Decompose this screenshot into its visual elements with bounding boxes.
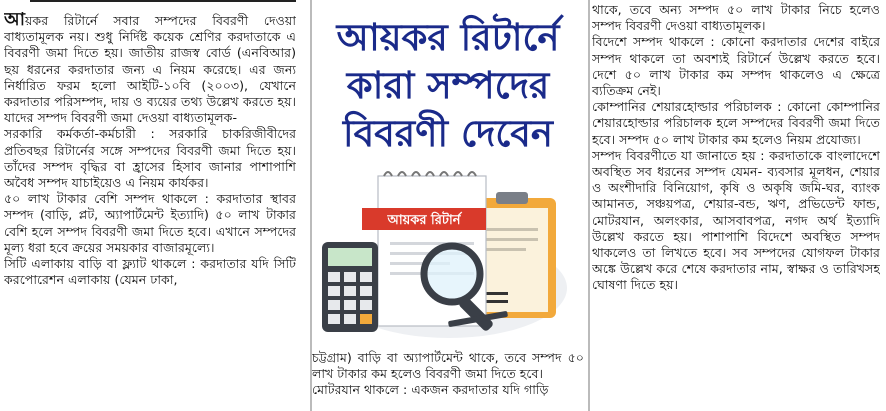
left-column bbox=[4, 12, 296, 288]
card-label: আয়কর রিটার্ন bbox=[387, 213, 461, 228]
shareholder-paragraph: কোম্পানির শেয়ারহোল্ডার পরিচালক : কোনো কোম্পানির শেয়ারহোল্ডার পরিচালক হলে সম্পদের বিবরণী জমা দিতে হবে। সম্পদ ৫০ লাখ টাকার কম হলেও নিয়ম প্রযোজ্য। bbox=[592, 99, 880, 147]
tax-return-illustration bbox=[318, 168, 580, 344]
above-50-lakh-paragraph: ৫০ লাখ টাকার বেশি সম্পদ থাকলে : করদাতার স্থাবর সম্পদ (বাড়ি, প্লট, অ্যাপার্টমেন্ট ইত্যাদি) ৫০ লাখ টাকার বেশি হলে সম্পদ বিবরণী জমা দিতে হবে। এখানে সম্পদের মূল্য ধরা হবে ক্রয়ের সময়কার বাজারমূল্যে। bbox=[4, 191, 296, 255]
what-to-declare-paragraph: সম্পদ বিবরণীতে যা জানাতে হয় : করদাতাকে বাংলাদেশে অবস্থিত সব ধরনের সম্পদ যেমন- ব্যবসার মূলধন, শেয়ার ও অংশীদারি বিনিয়োগ, কৃষি ও অকৃষি জমি-ঘর, ব্যাংক আমানত, সঞ্চয়পত্র, শেয়ার-বন্ড, ঋণ, প্রভিডেন্ট ফান্ড, মোটরযান, অলংকার, আসবাবপত্র, নগদ অর্থ ইত্যাদি উল্লেখ করতে হয়। পাশাপাশি বিদেশে অবস্থিত সম্পদ থাকলেও তা লিখতে হবে। সব সম্পদের যোগফল টাকার অঙ্কে উল্লেখ করে শেষে করদাতার নাম, স্বাক্ষর ও তারিখসহ ঘোষণা দিতে হয়। bbox=[592, 147, 880, 293]
column-divider-right bbox=[588, 0, 590, 411]
city-house-continued: চট্টগ্রাম) বাড়ি বা অ্যাপার্টমেন্ট থাকে, তবে সম্পদ ৫০ লাখ টাকার কম হলেও বিবরণী জমা দিতে হবে। bbox=[312, 350, 584, 382]
calculator-icon bbox=[322, 242, 378, 332]
headline-line-3: বিবরণী দেবেন bbox=[343, 112, 553, 155]
vehicle-continued: থাকে, তবে অন্য সম্পদ ৫০ লাখ টাকার নিচে হলেও সম্পদ বিবরণী দেওয়া বাধ্যতামূলক। bbox=[592, 2, 880, 34]
foreign-asset-paragraph: বিদেশে সম্পদ থাকলে : কোনো করদাতার দেশের বাইরে সম্পদ থাকলে তা অবশ্যই রিটার্নে উল্লেখ করতে হবে। দেশে ৫০ লাখ টাকার কম সম্পদ থাকলেও এ ক্ষেত্রে ব্যতিক্রম নেই। bbox=[592, 34, 880, 99]
top-rule bbox=[30, 0, 296, 2]
headline-line-2: কারা সম্পদের bbox=[346, 64, 550, 107]
drop-initial: আ bbox=[4, 12, 25, 30]
middle-column bbox=[312, 350, 584, 399]
govt-employee-paragraph: সরকারি কর্মকর্তা-কর্মচারী : সরকারি চাকরিজীবীদের প্রতিবছর রিটার্নের সঙ্গে সম্পদের বিবরণী জমা দিতে হয়। তাঁদের সম্পদ বৃদ্ধির বা হ্রাসের হিসাব জানার পাশাপাশি অবৈধ সম্পদ যাচাইয়েও এ নিয়ম কার্যকর। bbox=[4, 126, 296, 191]
intro-paragraph bbox=[4, 12, 296, 126]
vehicle-paragraph: মোটরযান থাকলে : একজন করদাতার যদি গাড়ি bbox=[312, 382, 549, 398]
headline-line-1: আয়কর রিটার্নে bbox=[336, 16, 560, 59]
headline bbox=[312, 14, 584, 158]
right-column bbox=[592, 2, 880, 294]
intro-text: য়কর রিটার্নে সবার সম্পদের বিবরণী দেওয়া বাধ্যতামূলক নয়। শুধু নির্দিষ্ট কয়েক শ্রেণির করদাতাকে এ বিবরণী জমা দিতে হয়। জাতীয় রাজস্ব বোর্ড (এনবিআর) ছয় ধরনের করদাতার জন্য এ নিয়ম করেছে। এর জন্য নির্ধারিত ফরম হলো আইটি-১০বি (২০০৩), যেখানে করদাতার পরিসম্পদ, দায় ও ব্যয়ের তথ্য উল্লেখ করতে হয়। যাদের সম্পদ বিবরণী জমা দেওয়া বাধ্যতামূলক- bbox=[4, 13, 296, 126]
city-house-paragraph: সিটি এলাকায় বাড়ি বা ফ্ল্যাট থাকলে : করদাতার যদি সিটি করপোরেশন এলাকায় (যেমন ঢাকা, bbox=[4, 256, 296, 288]
